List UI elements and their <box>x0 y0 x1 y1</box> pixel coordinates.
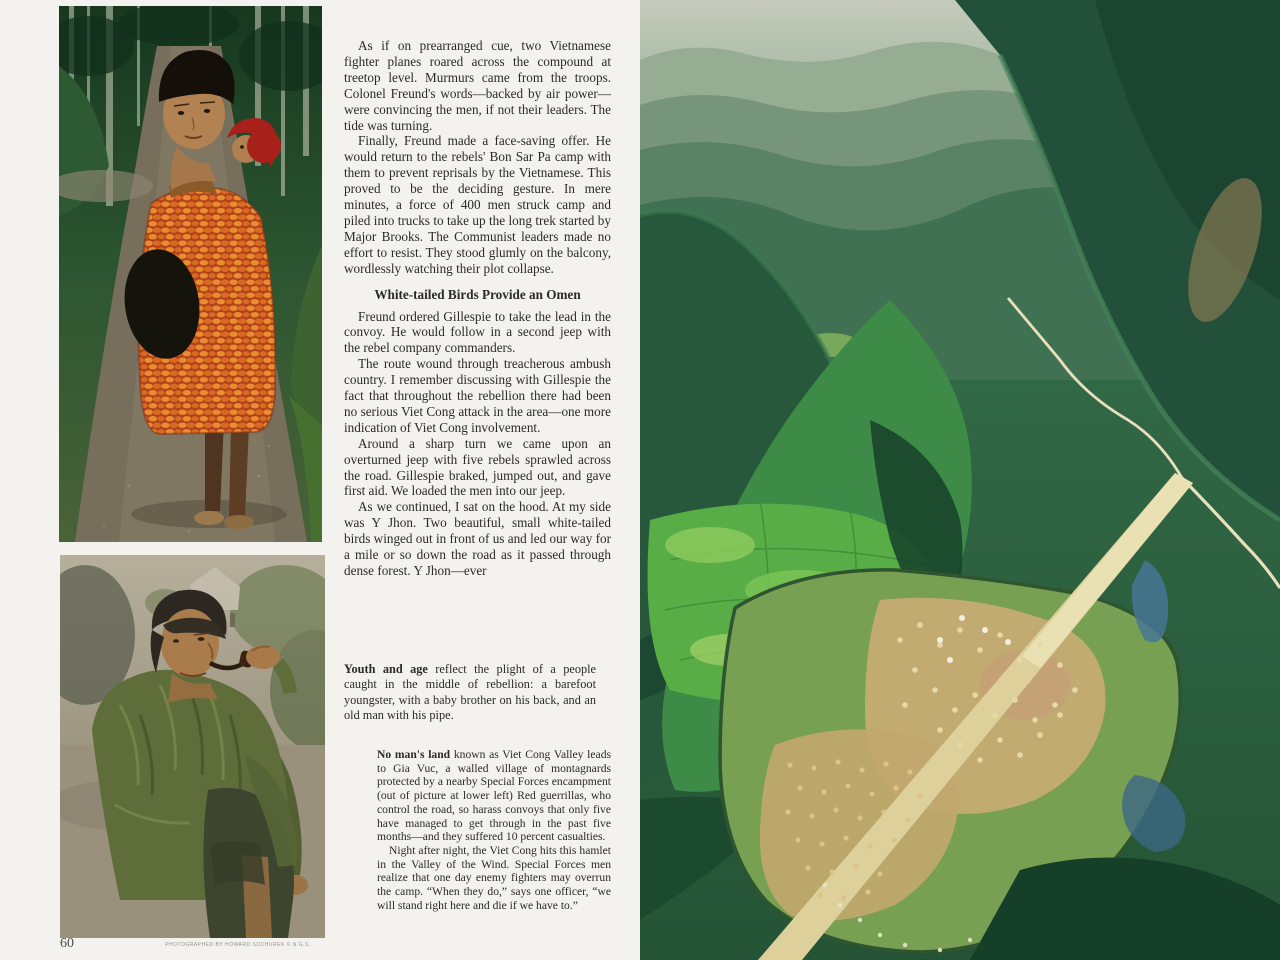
article-paragraph: Freund ordered Gillespie to take the lead in the convoy. He would follow in a second jeep with the rebel company commanders. <box>344 308 611 356</box>
article-paragraph: Around a sharp turn we came upon an overturned jeep with five rebels sprawled across the road. Gillespie braked, jumped out, and gave first aid. We loaded the men into our jeep. <box>344 435 611 499</box>
caption-first-paragraph <box>377 748 611 844</box>
boy-photo-illustration <box>59 6 322 542</box>
valley-photo-illustration <box>640 0 1280 960</box>
photo-credit: PHOTOGRAPHED BY HOWARD SOCHUREK © N.G.S. <box>165 942 311 948</box>
article-subhead: White-tailed Birds Provide an Omen <box>374 286 581 302</box>
caption-lead-in: No man's land <box>377 748 451 761</box>
caption-second-paragraph: Night after night, the Viet Cong hits this hamlet in the Valley of the Wind. Special Forces men realize that one day enemy fighters may overrun the camp. “When they do,” says one officer, “we will stand right here and die if we have to.” <box>377 843 611 912</box>
article-paragraph: As if on prearranged cue, two Vietnamese fighter planes roared across the compound at treetop level. Murmurs came from the troops. Colonel Freund's words—backed by air power—were convincing the men, if not their leaders. The tide was turning. <box>344 38 611 133</box>
caption-youth-and-age <box>344 662 596 723</box>
caption-text: reflect the plight of a people caught in the middle of rebellion: a barefoot youngster, with a baby brother on his back, and an old man with his pipe. <box>344 662 596 722</box>
caption-no-mans-land <box>377 748 611 912</box>
article-paragraph: As we continued, I sat on the hood. At my side was Y Jhon. Two beautiful, small white-tailed birds winged out in front of us and led our way for a mile or so down the road as it passed through dense forest. Y Jhon—ever <box>344 499 611 578</box>
article-text-column <box>344 38 611 579</box>
caption-lead-in: Youth and age <box>344 662 428 676</box>
photo-boy-with-baby <box>59 6 322 542</box>
old-man-photo-illustration <box>60 555 325 938</box>
article-paragraph: The route wound through treacherous ambush country. I remember discussing with Gillespie the fact that throughout the rebellion there had been no serious Viet Cong attack in the area—one more indication of Viet Cong involvement. <box>344 356 611 435</box>
photo-old-man-pipe <box>60 555 325 938</box>
caption-text: known as Viet Cong Valley leads to Gia Vuc, a walled village of montagnards protected by a nearby Special Forces encampment (out of picture at lower left) Red guerrillas, who control the road, so harass convoys that only five have managed to get through in the past five months—and they suffered 10 percent casualties. <box>377 748 611 844</box>
article-paragraph: Finally, Freund made a face-saving offer. He would return to the rebels' Bon Sar Pa camp with them to prevent reprisals by the Vietnamese. This proved to be the deciding gesture. In mere minutes, a force of 400 men struck camp and piled into trucks to take up the long trek started by Major Brooks. The Communist leaders made no effort to resist. They stood glumly on the balcony, wordlessly watching their plot collapse. <box>344 133 611 276</box>
photo-aerial-valley <box>640 0 1280 960</box>
page-number: 60 <box>60 936 74 951</box>
